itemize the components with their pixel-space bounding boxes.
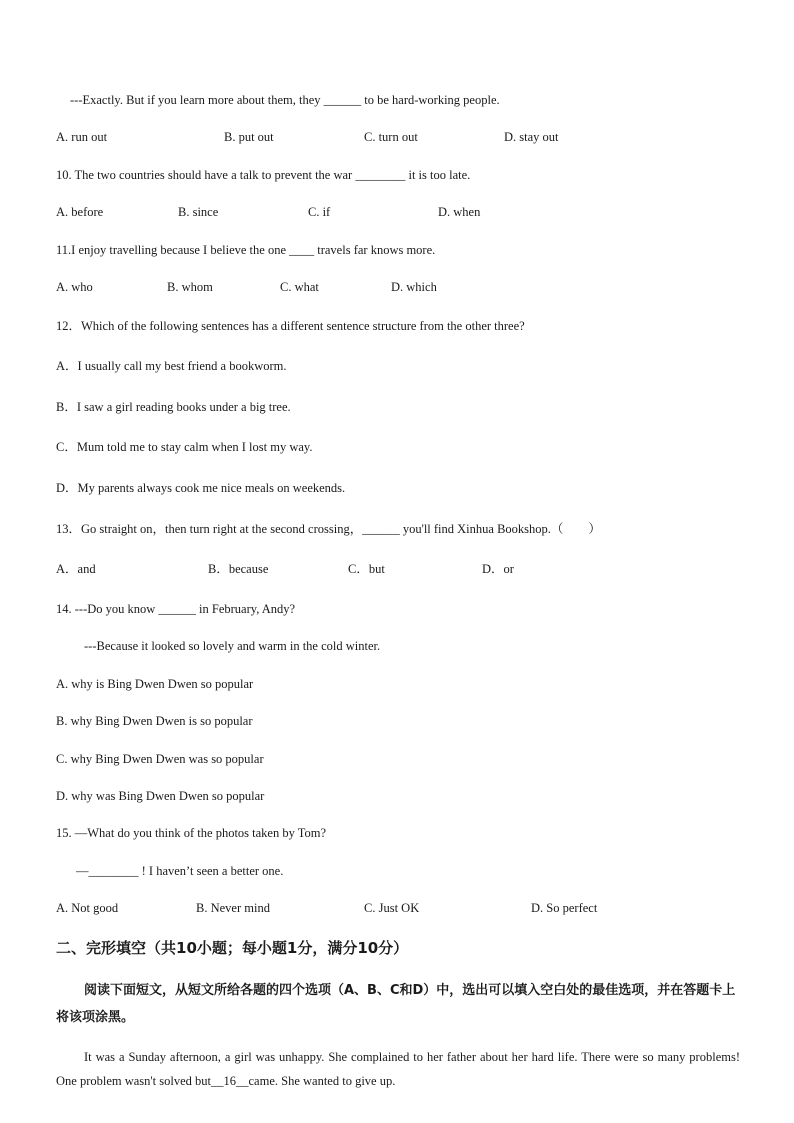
- q10-option-a: A. before: [56, 205, 104, 219]
- q9-line: ---Exactly. But if you learn more about them, they ______ to be hard-working people.: [70, 93, 500, 107]
- q10-option-c: C. if: [308, 205, 331, 219]
- q11-line: 11.I enjoy travelling because I believe the one ____ travels far knows more.: [56, 243, 436, 257]
- q15-option-c: C. Just OK: [364, 901, 420, 915]
- q12-option-d: D．My parents always cook me nice meals on weekends.: [56, 481, 346, 495]
- q9-option-d: D. stay out: [504, 130, 559, 144]
- q14-line: 14. ---Do you know ______ in February, Andy?: [56, 602, 296, 616]
- q10-line: 10. The two countries should have a talk to prevent the war ________ it is too late.: [56, 168, 471, 182]
- q13-option-a: A．and: [56, 562, 96, 576]
- q15-option-d: D. So perfect: [531, 901, 598, 915]
- q11-option-a: A. who: [56, 280, 93, 294]
- q14-option-c: C. why Bing Dwen Dwen was so popular: [56, 752, 264, 766]
- q13-option-c: C．but: [348, 562, 385, 576]
- q15-answer-line: —________ ! I haven’t seen a better one.: [76, 864, 284, 878]
- q14-answer-line: ---Because it looked so lovely and warm in the cold winter.: [84, 639, 381, 653]
- q11-option-c: C. what: [280, 280, 319, 294]
- q15-option-a: A. Not good: [56, 901, 119, 915]
- q12-option-a: A．I usually call my best friend a bookworm.: [56, 359, 287, 373]
- cloze-passage: It was a Sunday afternoon, a girl was unhappy. She complained to her father about her hard life. There were so many problems! One problem wasn't solved but__16__came. She wanted to give up.: [56, 1050, 740, 1088]
- q13-option-b: B．because: [208, 562, 269, 576]
- q11-option-d: D. which: [391, 280, 437, 294]
- q12-option-c: C．Mum told me to stay calm when I lost my way.: [56, 440, 313, 454]
- q9-option-a: A. run out: [56, 130, 108, 144]
- q12-line: 12．Which of the following sentences has a different sentence structure from the other three?: [56, 319, 525, 333]
- q14-option-a: A. why is Bing Dwen Dwen so popular: [56, 677, 254, 691]
- q13-line: 13．Go straight on，then turn right at the second crossing，______ you'll find Xinhua Bookshop.（ ）: [56, 522, 601, 536]
- q13-option-d: D．or: [482, 562, 514, 576]
- q9-option-b: B. put out: [224, 130, 274, 144]
- q10-option-d: D. when: [438, 205, 481, 219]
- q9-option-c: C. turn out: [364, 130, 418, 144]
- q11-option-b: B. whom: [167, 280, 213, 294]
- q15-line: 15. —What do you think of the photos taken by Tom?: [56, 826, 327, 840]
- q12-option-b: B．I saw a girl reading books under a big tree.: [56, 400, 291, 414]
- section-heading: 二、完形填空（共10小题；每小题1分，满分10分）: [56, 939, 409, 957]
- q15-option-b: B. Never mind: [196, 901, 270, 915]
- q10-option-b: B. since: [178, 205, 219, 219]
- section-instruction: 阅读下面短文，从短文所给各题的四个选项（A、B、C和D）中，选出可以填入空白处的最佳选项，并在答题卡上将该项涂黑。: [56, 983, 736, 1025]
- q14-option-d: D. why was Bing Dwen Dwen so popular: [56, 789, 265, 803]
- q14-option-b: B. why Bing Dwen Dwen is so popular: [56, 714, 253, 728]
